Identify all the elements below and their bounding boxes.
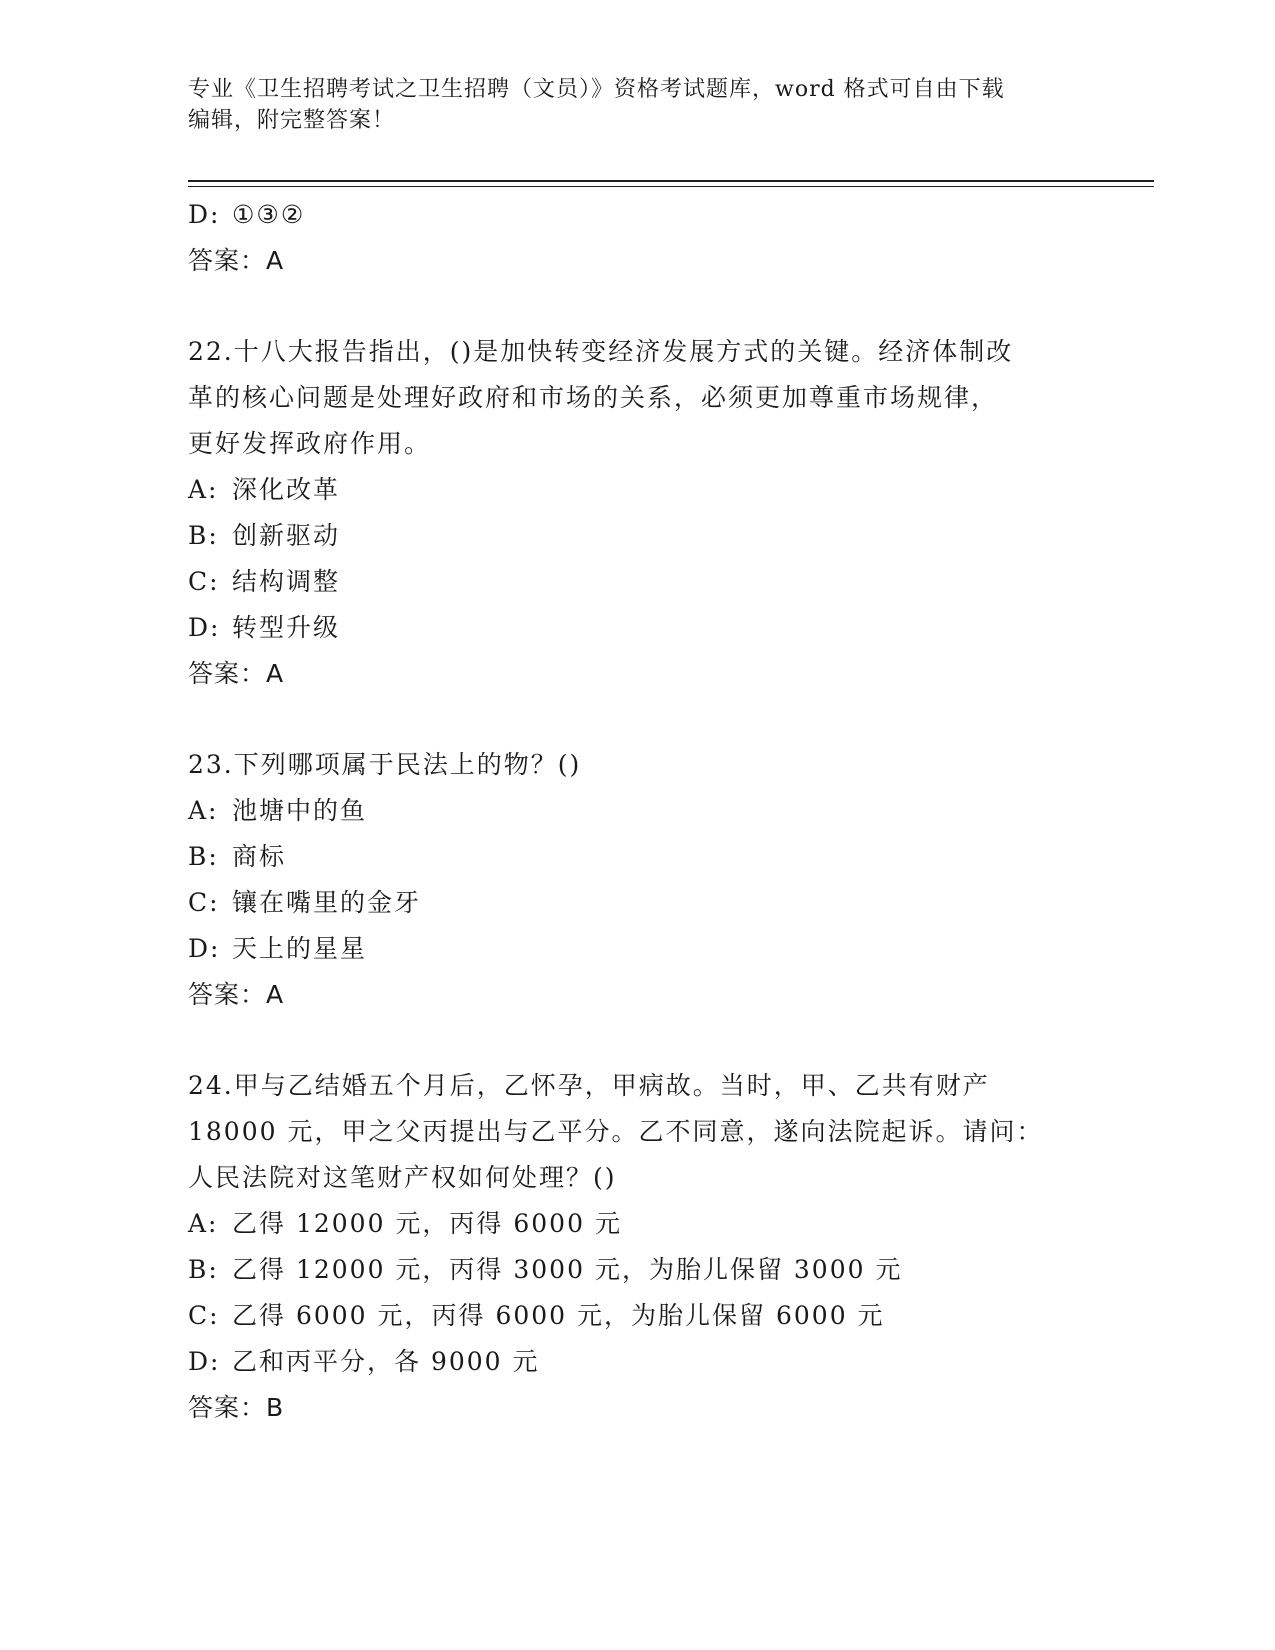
option-text: 乙得 12000 元，丙得 6000 元 — [232, 1209, 622, 1238]
option-row — [188, 1339, 1088, 1385]
header-line-1: 专业《卫生招聘考试之卫生招聘（文员）》资格考试题库，word 格式可自由下载 — [188, 77, 1005, 102]
option-row — [188, 1247, 1088, 1293]
option-text: 乙得 12000 元，丙得 3000 元，为胎儿保留 3000 元 — [232, 1255, 903, 1284]
option-letter: B: — [188, 1255, 219, 1284]
option-letter: C: — [188, 1301, 220, 1330]
question-list — [188, 192, 1088, 1431]
document-header — [188, 74, 1068, 136]
option-text: 池塘中的鱼 — [232, 796, 368, 825]
option-letter: A: — [188, 1209, 219, 1238]
option-text: 转型升级 — [232, 613, 341, 642]
option-row — [188, 467, 1088, 513]
question-stem-line: 更好发挥政府作用。 — [188, 429, 432, 458]
question-block — [188, 1063, 1088, 1431]
option-row — [188, 788, 1088, 834]
option-letter: C: — [188, 567, 220, 596]
option-row — [188, 1201, 1088, 1247]
question-stem-line: 18000 元，甲之父丙提出与乙平分。乙不同意，遂向法院起诉。请问： — [188, 1117, 1044, 1146]
question-block — [188, 329, 1088, 697]
option-text: 商标 — [232, 842, 287, 871]
option-row — [188, 880, 1088, 926]
option-text: 天上的星星 — [232, 934, 368, 963]
answer-line: 答案：A — [188, 980, 285, 1009]
option-row — [188, 926, 1088, 972]
option-letter: B: — [188, 842, 219, 871]
option-row — [188, 834, 1088, 880]
option-letter: D: — [188, 934, 221, 963]
option-text: 乙和丙平分，各 9000 元 — [232, 1347, 540, 1376]
question-stem-line: 人民法院对这笔财产权如何处理？() — [188, 1163, 617, 1192]
option-letter: A: — [188, 475, 219, 504]
option-text: 镶在嘴里的金牙 — [232, 888, 422, 917]
option-letter: D: — [188, 613, 221, 642]
option-letter: A: — [188, 796, 219, 825]
option-row — [188, 605, 1088, 651]
question-stem-line: 22.十八大报告指出，()是加快转变经济发展方式的关键。经济体制改 — [188, 337, 1014, 366]
option-letter: D: — [188, 200, 221, 229]
question-stem-line: 革的核心问题是处理好政府和市场的关系，必须更加尊重市场规律， — [188, 383, 999, 412]
option-letter: C: — [188, 888, 220, 917]
question-stem-line: 24.甲与乙结婚五个月后，乙怀孕，甲病故。当时，甲、乙共有财产 — [188, 1071, 990, 1100]
option-text: 创新驱动 — [232, 521, 341, 550]
header-line-2: 编辑，附完整答案！ — [188, 108, 396, 133]
answer-line: 答案：A — [188, 659, 285, 688]
option-letter: B: — [188, 521, 219, 550]
question-block — [188, 742, 1088, 1018]
answer-line: 答案：A — [188, 246, 285, 275]
header-divider-thick — [188, 180, 1154, 182]
option-row — [188, 192, 1088, 238]
answer-line: 答案：B — [188, 1393, 285, 1422]
option-text: ①③② — [232, 200, 306, 229]
option-row — [188, 513, 1088, 559]
header-divider-thin — [188, 186, 1154, 187]
option-row — [188, 559, 1088, 605]
question-stem-line: 23.下列哪项属于民法上的物？() — [188, 750, 582, 779]
option-text: 结构调整 — [232, 567, 341, 596]
option-text: 深化改革 — [232, 475, 341, 504]
option-row — [188, 1293, 1088, 1339]
option-letter: D: — [188, 1347, 221, 1376]
option-text: 乙得 6000 元，丙得 6000 元，为胎儿保留 6000 元 — [232, 1301, 885, 1330]
